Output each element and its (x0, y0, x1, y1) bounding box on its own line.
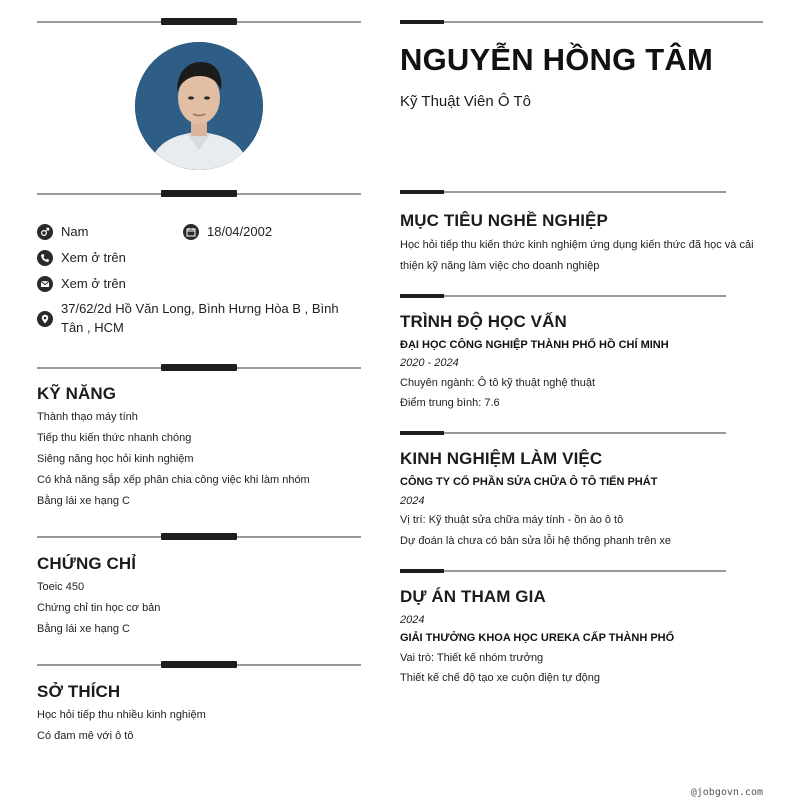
project-role: Vai trò: Thiết kế nhóm trưởng (400, 652, 544, 664)
project-name: GIẢI THƯỞNG KHOA HỌC UREKA CẤP THÀNH PHỐ (400, 632, 675, 644)
divider (37, 18, 361, 25)
divider (37, 190, 361, 197)
hobbies-title: SỞ THÍCH (37, 682, 121, 701)
skill-item: Có khả năng sắp xếp phân chia công việc khi làm nhóm (37, 474, 310, 486)
avatar (135, 42, 263, 170)
project-detail: Thiết kế chế độ tạo xe cuộn điện tự động (400, 672, 600, 684)
experience-period: 2024 (400, 495, 425, 507)
projects-title: DỰ ÁN THAM GIA (400, 587, 546, 606)
certificate-item: Bằng lái xe hạng C (37, 623, 130, 635)
certificate-item: Toeic 450 (37, 581, 85, 593)
calendar-icon (183, 224, 199, 240)
phone-value: Xem ở trên (61, 250, 126, 265)
divider (37, 533, 361, 540)
email-icon (37, 276, 53, 292)
education-major: Chuyên ngành: Ô tô kỹ thuật nghệ thuật (400, 377, 596, 389)
candidate-name: NGUYỄN HỒNG TÂM (400, 42, 713, 77)
objective-title: MỤC TIÊU NGHỀ NGHIỆP (400, 211, 608, 230)
company-name: CÔNG TY CỔ PHẦN SỬA CHỮA Ô TÔ TIẾN PHÁT (400, 476, 658, 488)
experience-detail: Dự đoán là chưa có bản sửa lỗi hệ thống phanh trên xe (400, 535, 671, 547)
divider (400, 569, 726, 573)
hobby-item: Học hỏi tiếp thu nhiều kinh nghiệm (37, 709, 206, 721)
experience-position: Vị trí: Kỹ thuật sửa chữa máy tính - ồn ào ô tô (400, 514, 624, 526)
education-period: 2020 - 2024 (400, 357, 459, 369)
project-period: 2024 (400, 614, 425, 626)
divider (37, 364, 361, 371)
skill-item: Thành thạo máy tính (37, 411, 138, 423)
skills-title: KỸ NĂNG (37, 384, 117, 403)
job-title: Kỹ Thuật Viên Ô Tô (400, 93, 531, 110)
certificates-title: CHỨNG CHỈ (37, 554, 137, 573)
birthdate-value: 18/04/2002 (207, 224, 273, 239)
watermark: @jobgovn.com (690, 787, 763, 798)
gender-value: Nam (61, 224, 89, 239)
divider (400, 190, 726, 194)
skill-item: Bằng lái xe hạng C (37, 495, 130, 507)
portrait-photo (135, 42, 263, 170)
location-pin-icon (37, 311, 53, 327)
skill-item: Tiếp thu kiến thức nhanh chóng (37, 432, 192, 444)
divider (37, 661, 361, 668)
objective-text: Học hỏi tiếp thu kiến thức kinh nghiệm ứng dụng kiến thức đã học và cải thiện kỹ năng làm việc cho doanh nghiệp (400, 239, 754, 272)
address-value: 37/62/2d Hồ Văn Long, Bình Hưng Hòa B , Bình Tân , HCM (61, 301, 339, 335)
phone-icon (37, 250, 53, 266)
hobby-item: Có đam mê với ô tô (37, 730, 134, 742)
experience-title: KINH NGHIỆM LÀM VIỆC (400, 449, 603, 468)
education-title: TRÌNH ĐỘ HỌC VẤN (400, 312, 567, 331)
email-value: Xem ở trên (61, 276, 126, 291)
skill-item: Siêng năng học hỏi kinh nghiệm (37, 453, 194, 465)
school-name: ĐẠI HỌC CÔNG NGHIỆP THÀNH PHỐ HỒ CHÍ MINH (400, 339, 669, 351)
certificate-item: Chứng chỉ tin học cơ bản (37, 602, 161, 614)
education-gpa: Điểm trung bình: 7.6 (400, 397, 500, 409)
gender-icon (37, 224, 53, 240)
divider (400, 20, 763, 24)
divider (400, 431, 726, 435)
divider (400, 294, 726, 298)
